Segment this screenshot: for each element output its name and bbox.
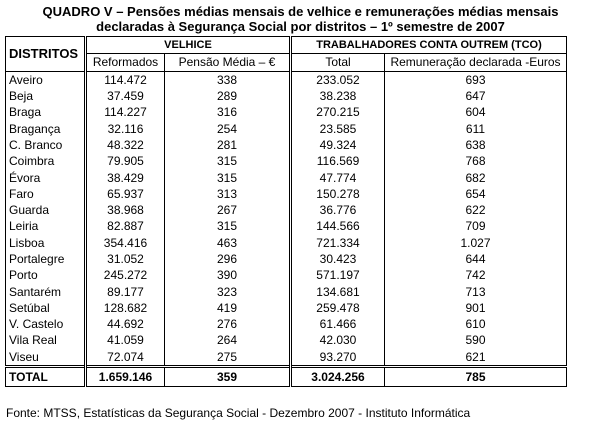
total-cell: 270.215 xyxy=(291,104,385,120)
reformados-cell: 38.968 xyxy=(86,202,165,218)
title-line-1: QUADRO V – Pensões médias mensais de velhice e remunerações médias mensais xyxy=(42,4,559,19)
pensao-cell: 316 xyxy=(165,104,291,120)
reformados-cell: 44.692 xyxy=(86,316,165,332)
remuneracao-cell: 682 xyxy=(385,169,567,185)
district-cell: Vila Real xyxy=(6,332,86,348)
district-cell: C. Branco xyxy=(6,137,86,153)
pensao-cell: 390 xyxy=(165,267,291,283)
total-cell: 30.423 xyxy=(291,251,385,267)
table-title xyxy=(0,4,601,34)
pensao-cell: 323 xyxy=(165,283,291,299)
reformados-cell: 48.322 xyxy=(86,137,165,153)
header-group-tco: TRABALHADORES CONTA OUTREM (TCO) xyxy=(291,37,567,54)
total-cell: 93.270 xyxy=(291,349,385,367)
district-cell: Guarda xyxy=(6,202,86,218)
total-label: TOTAL xyxy=(6,366,86,386)
table-row xyxy=(6,251,567,267)
total-cell: 721.334 xyxy=(291,235,385,251)
header-reformados: Reformados xyxy=(86,54,165,71)
reformados-cell: 245.272 xyxy=(86,267,165,283)
reformados-cell: 89.177 xyxy=(86,283,165,299)
table-row xyxy=(6,137,567,153)
district-cell: Aveiro xyxy=(6,71,86,88)
district-cell: V. Castelo xyxy=(6,316,86,332)
pensao-cell: 419 xyxy=(165,300,291,316)
table-row xyxy=(6,349,567,367)
district-cell: Faro xyxy=(6,186,86,202)
table-row xyxy=(6,153,567,169)
district-cell: Santarém xyxy=(6,283,86,299)
reformados-cell: 41.059 xyxy=(86,332,165,348)
total-cell: 23.585 xyxy=(291,120,385,136)
reformados-cell: 31.052 xyxy=(86,251,165,267)
reformados-cell: 32.116 xyxy=(86,120,165,136)
table-row xyxy=(6,267,567,283)
total-cell: 233.052 xyxy=(291,71,385,88)
remuneracao-cell: 654 xyxy=(385,186,567,202)
remuneracao-cell: 713 xyxy=(385,283,567,299)
district-cell: Évora xyxy=(6,169,86,185)
table-row xyxy=(6,283,567,299)
pensions-table xyxy=(5,36,567,387)
table-row xyxy=(6,88,567,104)
table-row xyxy=(6,218,567,234)
district-cell: Coimbra xyxy=(6,153,86,169)
remuneracao-cell: 647 xyxy=(385,88,567,104)
table-row xyxy=(6,235,567,251)
table-row xyxy=(6,300,567,316)
pensao-cell: 289 xyxy=(165,88,291,104)
district-cell: Porto xyxy=(6,267,86,283)
source-note: Fonte: MTSS, Estatísticas da Segurança Social - Dezembro 2007 - Instituto Informática xyxy=(6,406,471,420)
reformados-cell: 82.887 xyxy=(86,218,165,234)
reformados-cell: 37.459 xyxy=(86,88,165,104)
table-row xyxy=(6,104,567,120)
table-row xyxy=(6,332,567,348)
total-cell: 47.774 xyxy=(291,169,385,185)
header-total: Total xyxy=(291,54,385,71)
total-row xyxy=(6,366,567,386)
reformados-cell: 38.429 xyxy=(86,169,165,185)
table-row xyxy=(6,71,567,88)
remuneracao-cell: 768 xyxy=(385,153,567,169)
total-cell: 38.238 xyxy=(291,88,385,104)
remuneracao-cell: 638 xyxy=(385,137,567,153)
total-cell: 150.278 xyxy=(291,186,385,202)
header-pensao-media: Pensão Média – € xyxy=(165,54,291,71)
total-reformados: 1.659.146 xyxy=(86,366,165,386)
table-row xyxy=(6,316,567,332)
remuneracao-cell: 644 xyxy=(385,251,567,267)
total-cell: 116.569 xyxy=(291,153,385,169)
total-cell: 134.681 xyxy=(291,283,385,299)
pensao-cell: 275 xyxy=(165,349,291,367)
reformados-cell: 72.074 xyxy=(86,349,165,367)
remuneracao-cell: 901 xyxy=(385,300,567,316)
remuneracao-cell: 1.027 xyxy=(385,235,567,251)
pensao-cell: 315 xyxy=(165,218,291,234)
title-line-2: declaradas à Segurança Social por distritos – 1º semestre de 2007 xyxy=(96,19,505,34)
pensao-cell: 315 xyxy=(165,153,291,169)
reformados-cell: 128.682 xyxy=(86,300,165,316)
pensao-cell: 463 xyxy=(165,235,291,251)
pensao-cell: 276 xyxy=(165,316,291,332)
total-trabalhadores: 3.024.256 xyxy=(291,366,385,386)
pensao-cell: 315 xyxy=(165,169,291,185)
remuneracao-cell: 604 xyxy=(385,104,567,120)
table-row xyxy=(6,120,567,136)
district-cell: Setúbal xyxy=(6,300,86,316)
total-pensao: 359 xyxy=(165,366,291,386)
table-body xyxy=(6,71,567,366)
total-remuneracao: 785 xyxy=(385,366,567,386)
reformados-cell: 114.472 xyxy=(86,71,165,88)
table-row xyxy=(6,202,567,218)
pensao-cell: 254 xyxy=(165,120,291,136)
district-cell: Viseu xyxy=(6,349,86,367)
total-cell: 36.776 xyxy=(291,202,385,218)
total-cell: 42.030 xyxy=(291,332,385,348)
pensao-cell: 338 xyxy=(165,71,291,88)
remuneracao-cell: 590 xyxy=(385,332,567,348)
pensao-cell: 267 xyxy=(165,202,291,218)
remuneracao-cell: 693 xyxy=(385,71,567,88)
total-cell: 49.324 xyxy=(291,137,385,153)
district-cell: Portalegre xyxy=(6,251,86,267)
remuneracao-cell: 622 xyxy=(385,202,567,218)
reformados-cell: 114.227 xyxy=(86,104,165,120)
reformados-cell: 79.905 xyxy=(86,153,165,169)
reformados-cell: 354.416 xyxy=(86,235,165,251)
header-remuneracao: Remuneração declarada -Euros xyxy=(385,54,567,71)
pensao-cell: 296 xyxy=(165,251,291,267)
district-cell: Braga xyxy=(6,104,86,120)
district-cell: Lisboa xyxy=(6,235,86,251)
remuneracao-cell: 621 xyxy=(385,349,567,367)
remuneracao-cell: 610 xyxy=(385,316,567,332)
header-group-velhice: VELHICE xyxy=(86,37,291,54)
district-cell: Beja xyxy=(6,88,86,104)
pensao-cell: 264 xyxy=(165,332,291,348)
remuneracao-cell: 742 xyxy=(385,267,567,283)
reformados-cell: 65.937 xyxy=(86,186,165,202)
pensao-cell: 313 xyxy=(165,186,291,202)
district-cell: Bragança xyxy=(6,120,86,136)
total-cell: 259.478 xyxy=(291,300,385,316)
header-districts: DISTRITOS xyxy=(6,37,86,72)
table-row xyxy=(6,169,567,185)
pensao-cell: 281 xyxy=(165,137,291,153)
table-row xyxy=(6,186,567,202)
total-cell: 571.197 xyxy=(291,267,385,283)
remuneracao-cell: 709 xyxy=(385,218,567,234)
total-cell: 61.466 xyxy=(291,316,385,332)
total-cell: 144.566 xyxy=(291,218,385,234)
district-cell: Leiria xyxy=(6,218,86,234)
remuneracao-cell: 611 xyxy=(385,120,567,136)
